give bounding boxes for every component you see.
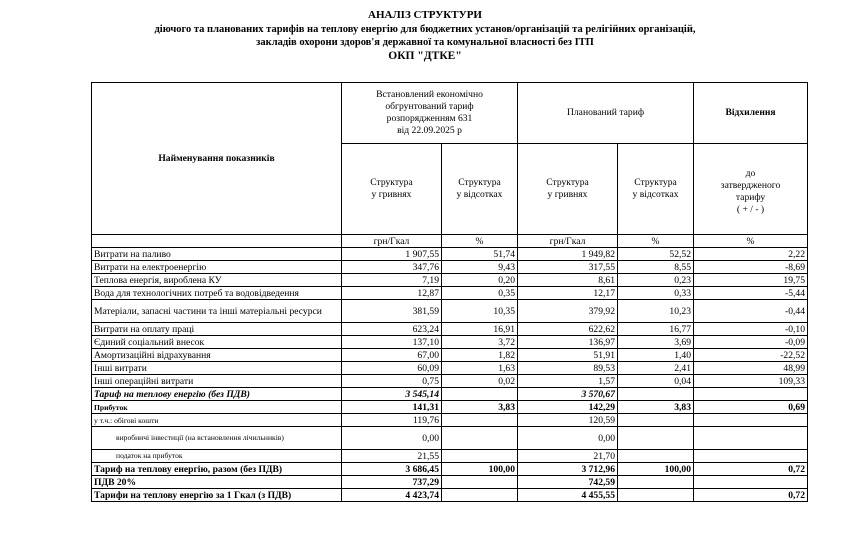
planned-uah-cell: 142,29 [518,401,618,414]
current-uah-cell: 12,87 [342,287,442,300]
deviation-cell [694,476,808,489]
current-uah-cell: 1 907,55 [342,248,442,261]
current-uah-cell: 141,31 [342,401,442,414]
row-name-cell: виробничі інвестиції (на встановлення лічильників) [92,427,342,450]
row-name-cell: Матеріали, запасні частини та інші матеріальні ресурси [92,300,342,323]
planned-pct-cell: 0,04 [618,375,694,388]
current-uah-cell: 737,29 [342,476,442,489]
planned-pct-cell: 3,83 [618,401,694,414]
row-name-cell: Вода для технологічних потреб та водовідведення [92,287,342,300]
table-row [92,323,808,336]
table-row [92,375,808,388]
planned-pct-cell: 52,52 [618,248,694,261]
table-row [92,300,808,323]
planned-uah-cell: 1,57 [518,375,618,388]
subheader-current-pct [442,144,518,235]
table-row [92,427,808,450]
current-uah-cell: 0,00 [342,427,442,450]
planned-pct-cell: 8,55 [618,261,694,274]
current-tariff-line: від 22.09.2025 р [397,125,462,136]
row-name-cell: Теплова енергія, вироблена КУ [92,274,342,287]
subheader-deviation [694,144,808,235]
row-name-cell: Витрати на паливо [92,248,342,261]
current-pct-cell: 1,82 [442,349,518,362]
planned-pct-cell [618,450,694,463]
current-uah-cell: 347,76 [342,261,442,274]
planned-pct-cell [618,476,694,489]
units-cell: грн/Гкал [342,235,442,248]
row-name-cell: Амортизаційні відрахування [92,349,342,362]
deviation-cell: -22,52 [694,349,808,362]
planned-pct-cell: 0,33 [618,287,694,300]
table-row [92,489,808,502]
table-row [92,336,808,349]
current-uah-cell: 21,55 [342,450,442,463]
deviation-cell [694,414,808,427]
current-pct-cell [442,427,518,450]
current-tariff-line: розпорядженням 631 [386,113,473,124]
subheader-line: до [745,168,756,179]
subheader-line: тарифу [735,192,766,203]
row-name-cell: Тарифи на теплову енергію за 1 Гкал (з ПДВ) [92,489,342,502]
units-cell: % [694,235,808,248]
planned-pct-cell: 16,77 [618,323,694,336]
planned-pct-cell: 2,41 [618,362,694,375]
table-row [92,401,808,414]
subheader-line: затвердженого [720,180,781,191]
planned-uah-cell: 622,62 [518,323,618,336]
tariff-structure-table [91,82,808,502]
subheader-line: ( + / - ) [736,204,765,215]
current-pct-cell: 10,35 [442,300,518,323]
planned-uah-cell: 4 455,55 [518,489,618,502]
document-title: АНАЛІЗ СТРУКТУРИ [368,9,482,21]
current-pct-cell: 0,35 [442,287,518,300]
current-pct-cell [442,476,518,489]
row-name-cell: Єдиний соціальний внесок [92,336,342,349]
row-name-cell: ПДВ 20% [92,476,342,489]
subheader-line: у відсотках [456,189,503,200]
current-pct-cell [442,414,518,427]
planned-pct-cell [618,414,694,427]
table-row [92,450,808,463]
current-pct-cell [442,388,518,401]
units-row [92,235,808,248]
subheader-line: Структура [370,177,413,188]
current-pct-cell: 0,20 [442,274,518,287]
planned-pct-cell [618,427,694,450]
deviation-cell [694,427,808,450]
current-tariff-line: обгрунтований тариф [385,101,474,112]
deviation-cell: 0,72 [694,463,808,476]
row-name-cell: у т.ч.: обігові кошти [92,414,342,427]
planned-pct-cell [618,388,694,401]
units-cell: % [442,235,518,248]
planned-pct-cell: 3,69 [618,336,694,349]
current-pct-cell [442,489,518,502]
current-pct-cell [442,450,518,463]
row-name-cell: Витрати на оплату праці [92,323,342,336]
current-pct-cell: 100,00 [442,463,518,476]
planned-pct-cell: 10,23 [618,300,694,323]
subheader-line: у відсотках [632,189,679,200]
current-pct-cell: 1,63 [442,362,518,375]
current-uah-cell: 4 423,74 [342,489,442,502]
row-name-cell: Прибуток [92,401,342,414]
subheader-line: Структура [458,177,501,188]
deviation-cell: 109,33 [694,375,808,388]
current-pct-cell: 0,02 [442,375,518,388]
planned-uah-cell: 12,17 [518,287,618,300]
planned-uah-cell: 120,59 [518,414,618,427]
subheader-current-uah [342,144,442,235]
table-row [92,349,808,362]
current-pct-cell: 16,91 [442,323,518,336]
planned-uah-cell: 742,59 [518,476,618,489]
document-subtitle-line-2: закладів охорони здоров'я державної та комунальної власності без ІТП [256,37,594,48]
planned-uah-cell: 3 570,67 [518,388,618,401]
current-uah-cell: 119,76 [342,414,442,427]
planned-uah-cell: 379,92 [518,300,618,323]
planned-pct-cell: 0,23 [618,274,694,287]
current-uah-cell: 7,19 [342,274,442,287]
column-header-name: Найменування показників [92,83,342,235]
current-pct-cell: 51,74 [442,248,518,261]
table-row [92,261,808,274]
planned-pct-cell: 1,40 [618,349,694,362]
deviation-cell: 0,72 [694,489,808,502]
planned-uah-cell: 3 712,96 [518,463,618,476]
table-row [92,274,808,287]
column-header-deviation: Відхилення [694,83,808,144]
planned-uah-cell: 51,91 [518,349,618,362]
table-row [92,476,808,489]
current-uah-cell: 3 545,14 [342,388,442,401]
planned-uah-cell: 21,70 [518,450,618,463]
table-row [92,414,808,427]
planned-pct-cell [618,489,694,502]
deviation-cell: -0,44 [694,300,808,323]
current-uah-cell: 60,09 [342,362,442,375]
deviation-cell: -0,09 [694,336,808,349]
current-pct-cell: 9,43 [442,261,518,274]
planned-uah-cell: 317,55 [518,261,618,274]
deviation-cell: 48,99 [694,362,808,375]
row-name-cell: Тариф на теплову енергію (без ПДВ) [92,388,342,401]
planned-uah-cell: 89,53 [518,362,618,375]
row-name-cell: Інші операційні витрати [92,375,342,388]
table-row [92,463,808,476]
current-uah-cell: 3 686,45 [342,463,442,476]
row-name-cell: Інші витрати [92,362,342,375]
row-name-cell: Тариф на теплову енергію, разом (без ПДВ) [92,463,342,476]
deviation-cell: -8,69 [694,261,808,274]
subheader-line: Структура [634,177,677,188]
planned-uah-cell: 0,00 [518,427,618,450]
deviation-cell: -5,44 [694,287,808,300]
current-tariff-line: Встановлений економічно [376,89,483,100]
table-row [92,362,808,375]
current-uah-cell: 137,10 [342,336,442,349]
company-name: ОКП "ДТКЕ" [388,49,462,62]
current-uah-cell: 67,00 [342,349,442,362]
deviation-cell: 0,69 [694,401,808,414]
subheader-planned-uah [518,144,618,235]
current-uah-cell: 0,75 [342,375,442,388]
deviation-cell: 2,22 [694,248,808,261]
units-cell: грн/Гкал [518,235,618,248]
column-header-planned-tariff: Планований тариф [518,83,694,144]
column-header-current-tariff [342,83,518,144]
planned-pct-cell: 100,00 [618,463,694,476]
current-uah-cell: 623,24 [342,323,442,336]
subheader-line: у гривнях [371,189,412,200]
planned-uah-cell: 8,61 [518,274,618,287]
table-row [92,388,808,401]
row-name-cell: Витрати на електроенергію [92,261,342,274]
deviation-cell: 19,75 [694,274,808,287]
current-pct-cell: 3,72 [442,336,518,349]
subheader-line: Структура [546,177,589,188]
document-header [0,9,850,63]
deviation-cell [694,388,808,401]
current-pct-cell: 3,83 [442,401,518,414]
table-row [92,287,808,300]
subheader-planned-pct [618,144,694,235]
row-name-cell: податок на прибуток [92,450,342,463]
planned-uah-cell: 136,97 [518,336,618,349]
current-uah-cell: 381,59 [342,300,442,323]
subheader-line: у гривнях [547,189,588,200]
deviation-cell [694,450,808,463]
units-cell: % [618,235,694,248]
deviation-cell: -0,10 [694,323,808,336]
document-subtitle-line-1: діючого та планованих тарифів на теплову енергію для бюджетних установ/організацій та релігійних організацій, [154,23,696,35]
table-row [92,248,808,261]
units-cell-empty [92,235,342,248]
planned-uah-cell: 1 949,82 [518,248,618,261]
table-body [92,248,808,502]
